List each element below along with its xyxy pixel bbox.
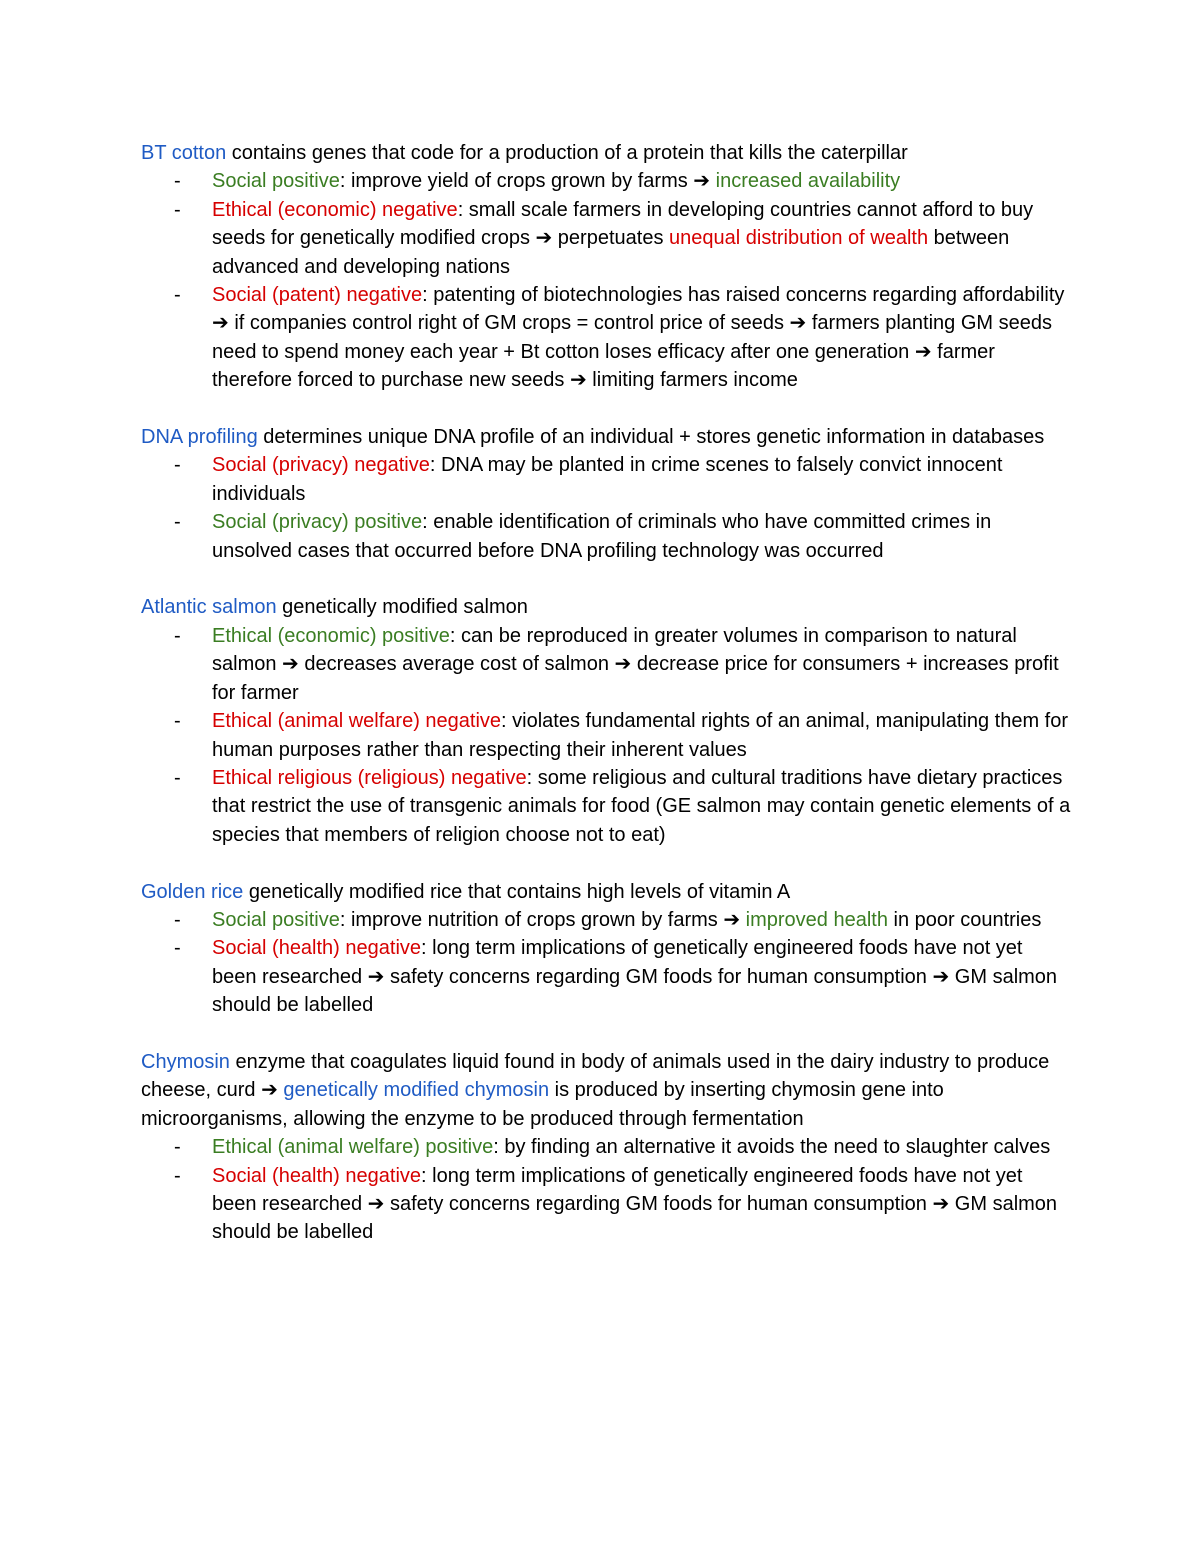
negative-highlight: Ethical (economic) negative: [212, 198, 458, 221]
text-run: : some religious and cultural traditions have dietary practices that restrict the use of transgenic animals for food (GE salmon may contain genetic elements of a species that members of religion choose not to eat): [212, 766, 1071, 846]
text-run: : by finding an alternative it avoids the need to slaughter calves: [493, 1136, 1051, 1159]
dash-bullet-icon: -: [174, 1136, 181, 1159]
bullet-item: [141, 764, 1071, 849]
topic-heading: [141, 878, 1071, 906]
bullet-item: [141, 196, 1071, 281]
topic-section: [141, 593, 1071, 849]
topic-heading: [141, 423, 1071, 451]
document-page: [141, 139, 1071, 1275]
dash-bullet-icon: -: [174, 908, 181, 931]
bullet-list: [141, 906, 1071, 1020]
positive-highlight: Ethical (economic) positive: [212, 624, 450, 647]
term-highlight: genetically modified chymosin: [283, 1079, 550, 1102]
text-run: : enable identification of criminals who have committed crimes in unsolved cases that occurred before DNA profiling technology was occurred: [212, 511, 992, 562]
dash-bullet-icon: -: [174, 511, 181, 534]
negative-highlight: Social (privacy) negative: [212, 454, 430, 477]
bullet-item: [141, 1133, 1071, 1161]
dash-bullet-icon: -: [174, 766, 181, 789]
dash-bullet-icon: -: [174, 710, 181, 733]
term-highlight: BT cotton: [141, 142, 227, 164]
dash-bullet-icon: -: [174, 198, 181, 221]
dash-bullet-icon: -: [174, 454, 181, 477]
dash-bullet-icon: -: [174, 170, 181, 193]
bullet-item: [141, 281, 1071, 395]
positive-highlight: increased availability: [715, 170, 901, 193]
negative-highlight: Ethical (animal welfare) negative: [212, 710, 502, 733]
bullet-item: [141, 934, 1071, 1019]
bullet-item: [141, 622, 1071, 707]
negative-highlight: unequal distribution of wealth: [669, 227, 929, 250]
topic-section: [141, 1048, 1071, 1247]
bullet-list: [141, 1133, 1071, 1247]
bullet-item: [141, 167, 1071, 195]
negative-highlight: Ethical religious (religious) negative: [212, 766, 527, 789]
topic-heading: [141, 593, 1071, 621]
text-run: : long term implications of genetically engineered foods have not yet been researched ➔ safety concerns regarding GM foods for human consumption ➔ GM salmon should be labelled: [212, 1164, 1058, 1244]
term-highlight: Golden rice: [141, 880, 244, 903]
topic-section: [141, 139, 1071, 395]
bullet-item: [141, 707, 1071, 764]
bullet-list: [141, 451, 1071, 565]
dash-bullet-icon: -: [174, 937, 181, 960]
text-run: : violates fundamental rights of an animal, manipulating them for human purposes rather than respecting their inherent values: [212, 710, 1069, 761]
text-run: between advanced and developing nations: [212, 227, 1010, 278]
text-run: : improve nutrition of crops grown by farms ➔: [339, 908, 746, 931]
dash-bullet-icon: -: [174, 624, 181, 647]
positive-highlight: Social (privacy) positive: [212, 511, 423, 534]
topic-section: [141, 878, 1071, 1020]
text-run: is produced by inserting chymosin gene into microorganisms, allowing the enzyme to be produced through fermentation: [141, 1079, 944, 1130]
text-run: : long term implications of genetically engineered foods have not yet been researched ➔ safety concerns regarding GM foods for human consumption ➔ GM salmon should be labelled: [212, 937, 1058, 1017]
topic-heading: [141, 1048, 1071, 1133]
positive-highlight: Social positive: [212, 170, 340, 193]
bullet-item: [141, 1162, 1071, 1247]
positive-highlight: Social positive: [212, 908, 340, 931]
negative-highlight: Social (health) negative: [212, 1164, 422, 1187]
text-run: in poor countries: [887, 908, 1042, 931]
text-run: : small scale farmers in developing countries cannot afford to buy seeds for genetically modified crops ➔ perpetuates: [212, 198, 1034, 250]
dash-bullet-icon: -: [174, 284, 181, 307]
text-run: determines unique DNA profile of an individual + stores genetic information in databases: [257, 426, 1045, 449]
text-run: : patenting of biotechnologies has raised concerns regarding affordability ➔ if companies control right of GM crops = control price of seeds ➔ farmers planting GM seeds need to spend money each year + Bt cotton loses efficacy after one generation ➔ farmer therefore forced to purchase new seeds ➔ limiting farmers income: [212, 284, 1065, 392]
topic-heading: [141, 139, 1071, 167]
topic-section: [141, 423, 1071, 565]
text-run: genetically modified salmon: [276, 596, 528, 619]
positive-highlight: improved health: [745, 908, 888, 931]
bullet-item: [141, 508, 1071, 565]
text-run: enzyme that coagulates liquid found in body of animals used in the dairy industry to produce cheese, curd ➔: [141, 1050, 1050, 1102]
negative-highlight: Social (health) negative: [212, 937, 422, 960]
text-run: : DNA may be planted in crime scenes to falsely convict innocent individuals: [212, 454, 1003, 505]
text-run: genetically modified rice that contains high levels of vitamin A: [243, 880, 791, 903]
dash-bullet-icon: -: [174, 1164, 181, 1187]
bullet-list: [141, 167, 1071, 394]
bullet-list: [141, 622, 1071, 849]
bullet-item: [141, 451, 1071, 508]
bullet-item: [141, 906, 1071, 934]
term-highlight: Chymosin: [141, 1050, 230, 1073]
text-run: : can be reproduced in greater volumes in comparison to natural salmon ➔ decreases average cost of salmon ➔ decrease price for consumers + increases profit for farmer: [212, 624, 1059, 704]
text-run: : improve yield of crops grown by farms ➔: [339, 170, 716, 193]
positive-highlight: Ethical (animal welfare) positive: [212, 1136, 494, 1159]
term-highlight: DNA profiling: [141, 426, 258, 449]
text-run: contains genes that code for a production of a protein that kills the caterpillar: [226, 142, 908, 164]
term-highlight: Atlantic salmon: [141, 596, 277, 619]
negative-highlight: Social (patent) negative: [212, 284, 423, 307]
